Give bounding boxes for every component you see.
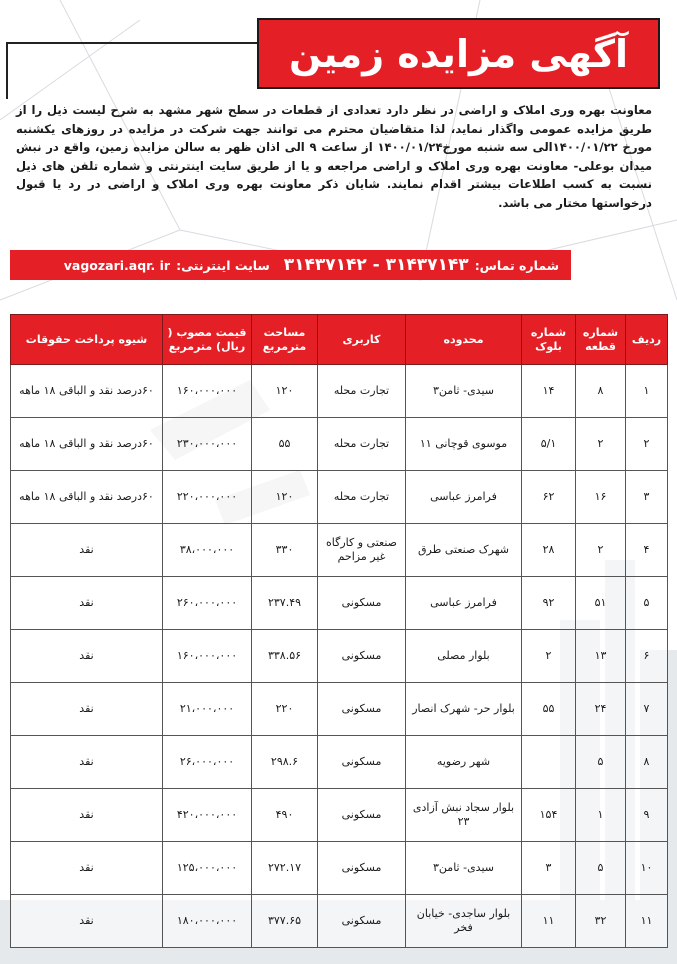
intro-paragraph: معاونت بهره وری املاک و اراضی در نظر دارد تعدادی از قطعات در سطح شهر مشهد به شرح لیست ذیل را از طریق مزایده عمومی واگذار نماید، لذا متقاضیان محترم می توانند جهت شرکت در مزایده در روزهای یکشنبه مورخ ۱۴۰۰/۰۱/۲۲الی سه شنبه مورخ۱۴۰۰/۰۱/۲۴ از ساعت ۹ الی اذان ظهر به سالن مزایده زمین، واقع در نبش میدان بوعلی- معاونت بهره وری املاک و اراضی مراجعه و یا از طریق سایت اینترنتی و شماره تلفن های ذیل نسبت به کسب اطلاعات بیشتر اقدام نمایند. شایان ذکر معاونت بهره وری املاک و اراضی در رد یا قبول درخواستها مختار می باشد. — [16, 103, 652, 210]
cell-usage: مسکونی — [318, 895, 406, 948]
cell-area-name: بلوار حر- شهرک انصار — [406, 683, 522, 736]
table-row — [11, 365, 668, 418]
table-header-row — [11, 315, 668, 365]
cell-area-name: شهر رضویه — [406, 736, 522, 789]
table-row — [11, 577, 668, 630]
contact-label: شماره تماس: — [474, 257, 559, 273]
cell-price: ۱۶۰،۰۰۰،۰۰۰ — [163, 630, 252, 683]
cell-size: ۲۳۷.۴۹ — [252, 577, 318, 630]
cell-usage: صنعتی و کارگاه غیر مزاحم — [318, 524, 406, 577]
cell-price: ۱۸۰،۰۰۰،۰۰۰ — [163, 895, 252, 948]
cell-area-name: شهرک صنعتی طرق — [406, 524, 522, 577]
cell-usage: مسکونی — [318, 630, 406, 683]
cell-price: ۱۲۵،۰۰۰،۰۰۰ — [163, 842, 252, 895]
cell-size: ۲۹۸.۶ — [252, 736, 318, 789]
table-row — [11, 524, 668, 577]
contact-bar — [10, 250, 571, 280]
cell-plot: ۵۱ — [576, 577, 626, 630]
cell-plot: ۵ — [576, 842, 626, 895]
cell-usage: مسکونی — [318, 736, 406, 789]
cell-usage: مسکونی — [318, 577, 406, 630]
contact-phones: ۳۱۴۳۷۱۴۳ - ۳۱۴۳۷۱۴۲ — [283, 255, 469, 275]
cell-size: ۳۳۰ — [252, 524, 318, 577]
cell-plot: ۲ — [576, 418, 626, 471]
cell-size: ۲۷۲.۱۷ — [252, 842, 318, 895]
table-row — [11, 471, 668, 524]
table-row — [11, 789, 668, 842]
cell-price: ۲۱،۰۰۰،۰۰۰ — [163, 683, 252, 736]
cell-area-name: سیدی- ثامن۳ — [406, 842, 522, 895]
cell-row-number: ۲ — [626, 418, 668, 471]
title-banner — [257, 18, 660, 89]
cell-payment: نقد — [11, 736, 163, 789]
table-row — [11, 895, 668, 948]
cell-payment: نقد — [11, 524, 163, 577]
cell-size: ۲۲۰ — [252, 683, 318, 736]
cell-area-name: فرامرز عباسی — [406, 577, 522, 630]
cell-size: ۱۲۰ — [252, 471, 318, 524]
header-size: مساحت مترمربع — [252, 315, 318, 365]
header-block-number: شماره بلوک — [522, 315, 576, 365]
cell-area-name: بلوار سجاد نبش آزادی ۲۳ — [406, 789, 522, 842]
cell-size: ۱۲۰ — [252, 365, 318, 418]
cell-usage: مسکونی — [318, 683, 406, 736]
cell-row-number: ۱ — [626, 365, 668, 418]
cell-row-number: ۱۰ — [626, 842, 668, 895]
cell-block: ۱۴ — [522, 365, 576, 418]
cell-payment: نقد — [11, 895, 163, 948]
cell-row-number: ۹ — [626, 789, 668, 842]
cell-plot: ۱ — [576, 789, 626, 842]
header-row-number: ردیف — [626, 315, 668, 365]
cell-size: ۳۷۷.۶۵ — [252, 895, 318, 948]
header-usage: کاربری — [318, 315, 406, 365]
table-row — [11, 683, 668, 736]
cell-row-number: ۸ — [626, 736, 668, 789]
cell-payment: ۶۰درصد نقد و الباقی ۱۸ ماهه — [11, 471, 163, 524]
cell-row-number: ۷ — [626, 683, 668, 736]
table-row — [11, 418, 668, 471]
cell-block: ۵۵ — [522, 683, 576, 736]
cell-area-name: بلوار مصلی — [406, 630, 522, 683]
cell-plot: ۲ — [576, 524, 626, 577]
cell-price: ۳۸،۰۰۰،۰۰۰ — [163, 524, 252, 577]
cell-price: ۱۶۰،۰۰۰،۰۰۰ — [163, 365, 252, 418]
cell-size: ۳۳۸.۵۶ — [252, 630, 318, 683]
cell-payment: نقد — [11, 577, 163, 630]
cell-price: ۴۲۰،۰۰۰،۰۰۰ — [163, 789, 252, 842]
cell-size: ۵۵ — [252, 418, 318, 471]
cell-block: ۱۱ — [522, 895, 576, 948]
cell-block: ۹۲ — [522, 577, 576, 630]
cell-area-name: موسوی قوچانی ۱۱ — [406, 418, 522, 471]
website-link[interactable]: vagozari.aqr. ir — [63, 257, 171, 273]
website-label: سایت اینترنتی: — [176, 257, 270, 273]
cell-block: ۲۸ — [522, 524, 576, 577]
cell-price: ۲۲۰،۰۰۰،۰۰۰ — [163, 471, 252, 524]
cell-row-number: ۳ — [626, 471, 668, 524]
table-row — [11, 842, 668, 895]
cell-area-name: فرامرز عباسی — [406, 471, 522, 524]
cell-payment: نقد — [11, 789, 163, 842]
header-area-name: محدوده — [406, 315, 522, 365]
cell-block — [522, 736, 576, 789]
table-row — [11, 630, 668, 683]
cell-plot: ۸ — [576, 365, 626, 418]
page-title: آگهی مزایده زمین — [288, 31, 629, 76]
header-plot-number: شماره قطعه — [576, 315, 626, 365]
table-row — [11, 736, 668, 789]
cell-row-number: ۴ — [626, 524, 668, 577]
cell-plot: ۱۶ — [576, 471, 626, 524]
cell-price: ۲۳۰،۰۰۰،۰۰۰ — [163, 418, 252, 471]
cell-row-number: ۱۱ — [626, 895, 668, 948]
auction-table — [10, 314, 668, 948]
cell-plot: ۳۲ — [576, 895, 626, 948]
cell-area-name: بلوار ساجدی- خیابان فخر — [406, 895, 522, 948]
cell-block: ۵/۱ — [522, 418, 576, 471]
cell-payment: نقد — [11, 683, 163, 736]
header-price: قیمت مصوب ( ریال) مترمربع — [163, 315, 252, 365]
cell-plot: ۱۳ — [576, 630, 626, 683]
cell-payment: ۶۰درصد نقد و الباقی ۱۸ ماهه — [11, 365, 163, 418]
cell-usage: تجارت محله — [318, 418, 406, 471]
cell-payment: نقد — [11, 630, 163, 683]
cell-price: ۲۶۰،۰۰۰،۰۰۰ — [163, 577, 252, 630]
cell-usage: تجارت محله — [318, 365, 406, 418]
cell-usage: مسکونی — [318, 789, 406, 842]
cell-row-number: ۵ — [626, 577, 668, 630]
cell-block: ۶۲ — [522, 471, 576, 524]
cell-plot: ۲۴ — [576, 683, 626, 736]
cell-area-name: سیدی- ثامن۳ — [406, 365, 522, 418]
cell-price: ۲۶،۰۰۰،۰۰۰ — [163, 736, 252, 789]
cell-usage: تجارت محله — [318, 471, 406, 524]
cell-block: ۲ — [522, 630, 576, 683]
cell-usage: مسکونی — [318, 842, 406, 895]
cell-block: ۳ — [522, 842, 576, 895]
cell-payment: ۶۰درصد نقد و الباقی ۱۸ ماهه — [11, 418, 163, 471]
cell-block: ۱۵۴ — [522, 789, 576, 842]
cell-payment: نقد — [11, 842, 163, 895]
cell-row-number: ۶ — [626, 630, 668, 683]
cell-plot: ۵ — [576, 736, 626, 789]
header-payment: شیوه پرداخت حقوقات — [11, 315, 163, 365]
cell-size: ۴۹۰ — [252, 789, 318, 842]
